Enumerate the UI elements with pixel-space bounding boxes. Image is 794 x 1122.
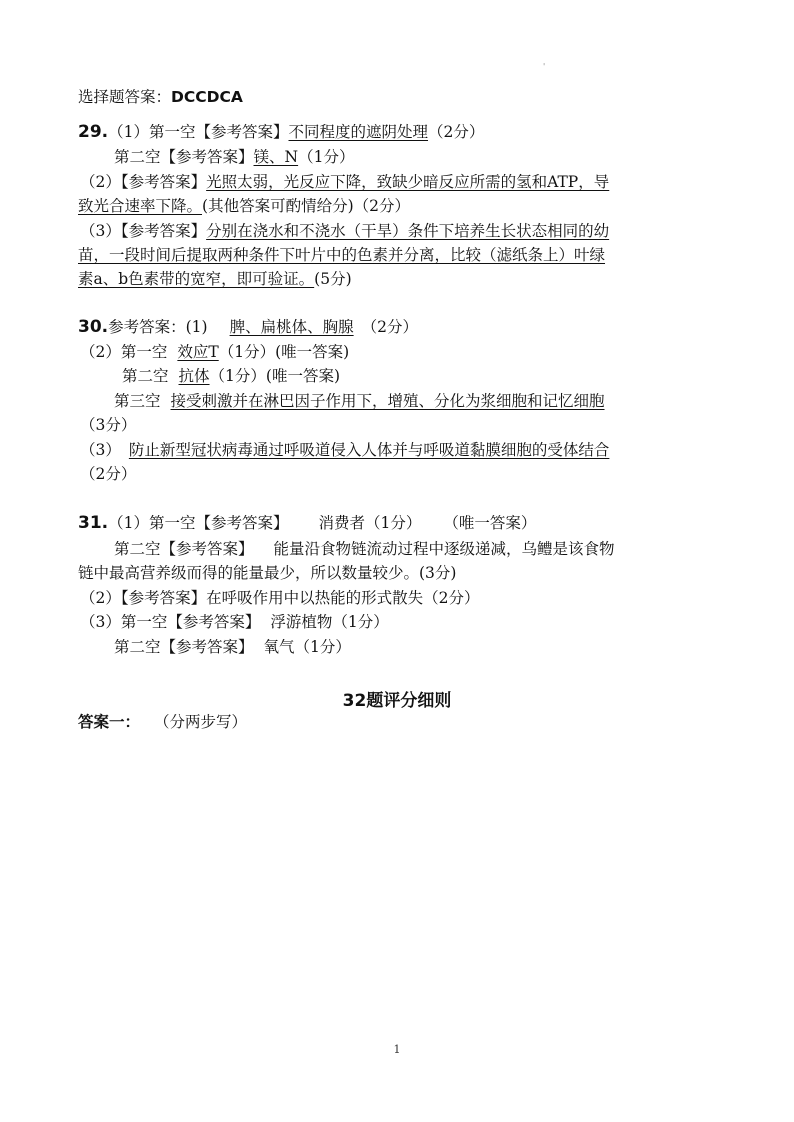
q31-line-1: 31.（1）第一空【参考答案】 消费者（1分） （唯一答案） (78, 513, 537, 533)
q32-answer1-note: （分两步写） (154, 713, 248, 731)
q29-answer-4a: 分别在浇水和不浇水（干旱）条件下培养生长状态相同的幼 (206, 222, 610, 240)
q31-answer-2a: 能量沿食物链流动过程中逐级递减，乌鳢是该食物 (273, 540, 615, 558)
q30-answer-2: 效应T (177, 343, 219, 361)
q29-line-6 (78, 244, 605, 266)
q31-number: 31. (78, 513, 109, 533)
q30-number: 30. (78, 317, 109, 337)
q31-answer-1: 消费者（1分） (318, 514, 422, 532)
q31-answer-5: 氧气（1分） (263, 638, 351, 656)
q29-line-7: 素a、b色素带的宽窄，即可验证。(5分) (78, 270, 352, 288)
q29-answer-4c: 素a、b色素带的宽窄，即可验证。 (78, 270, 315, 288)
q30-line-3: 第二空 抗体（1分）(唯一答案) (122, 367, 340, 385)
q29-line-5: （3）【参考答案】分别在浇水和不浇水（干旱）条件下培养生长状态相同的幼 (80, 222, 610, 240)
q29-answer-4b: 苗，一段时间后提取两种条件下叶片中的色素并分离，比较（滤纸条上）叶绿 (78, 246, 606, 264)
q32-title: 32题评分细则 (342, 691, 452, 711)
q29-answer-3a: 光照太弱，光反应下降，致缺少暗反应所需的氢和ATP，导 (206, 173, 610, 191)
q31-answer-4: 浮游植物（1分） (270, 613, 389, 631)
q30-line-5: （3分） (80, 416, 137, 434)
q30-answer-1: 脾、扁桃体、胸腺 (229, 318, 354, 336)
q30-line-7: （2分） (80, 465, 137, 483)
q30-line-1: 30.参考答案：(1) 脾、扁桃体、胸腺 （2分） (78, 317, 418, 337)
q29-number: 29. (78, 122, 109, 142)
q31-line-3 (78, 562, 456, 584)
q31-answer-2b: 链中最高营养级而得的能量最少，所以数量较少。(3分) (78, 564, 457, 582)
q31-line-4 (80, 587, 479, 609)
q30-answer-3: 抗体 (178, 367, 210, 385)
choice-answer-line (78, 86, 243, 108)
q29-line-4: 致光合速率下降。(其他答案可酌情给分)（2分） (78, 197, 410, 215)
q29-line-3: （2）【参考答案】光照太弱，光反应下降，致缺少暗反应所需的氢和ATP，导 (80, 173, 610, 191)
q31-line-5: （3）第一空【参考答案】 浮游植物（1分） (80, 613, 389, 631)
q30-line-2: （2）第一空 效应T（1分）(唯一答案) (80, 343, 350, 361)
q30-answer-4: 接受刺激并在淋巴因子作用下，增殖、分化为浆细胞和记忆细胞 (170, 392, 605, 410)
q29-answer-1: 不同程度的遮阴处理 (288, 123, 429, 141)
q31-answer-3: （2）【参考答案】在呼吸作用中以热能的形式散失（2分） (80, 589, 480, 607)
q31-line-2: 第二空【参考答案】 能量沿食物链流动过程中逐级递减，乌鳢是该食物 (114, 540, 615, 558)
q31-line-6: 第二空【参考答案】 氧气（1分） (114, 638, 351, 656)
q30-line-4: 第三空 接受刺激并在淋巴因子作用下，增殖、分化为浆细胞和记忆细胞 (114, 392, 605, 410)
q29-answer-2: 镁、N (253, 148, 299, 166)
top-mark: ' (543, 62, 546, 71)
choice-answer: DCCDCA (171, 88, 243, 106)
q32-answer-line (78, 711, 247, 733)
q30-answer-5: 防止新型冠状病毒通过呼吸道侵入人体并与呼吸道黏膜细胞的受体结合 (128, 441, 610, 459)
choice-label: 选择题答案： (78, 88, 172, 106)
q29-line-2: 第二空【参考答案】镁、N（1分） (114, 148, 355, 166)
q29-answer-3b: 致光合速率下降。 (78, 197, 203, 215)
q30-line-6: （3） 防止新型冠状病毒通过呼吸道侵入人体并与呼吸道黏膜细胞的受体结合 (80, 441, 610, 459)
q32-answer1-label: 答案一： (78, 713, 141, 731)
page-number: 1 (393, 1043, 401, 1056)
q29-line-1: 29.（1）第一空【参考答案】不同程度的遮阴处理（2分） (78, 122, 485, 142)
